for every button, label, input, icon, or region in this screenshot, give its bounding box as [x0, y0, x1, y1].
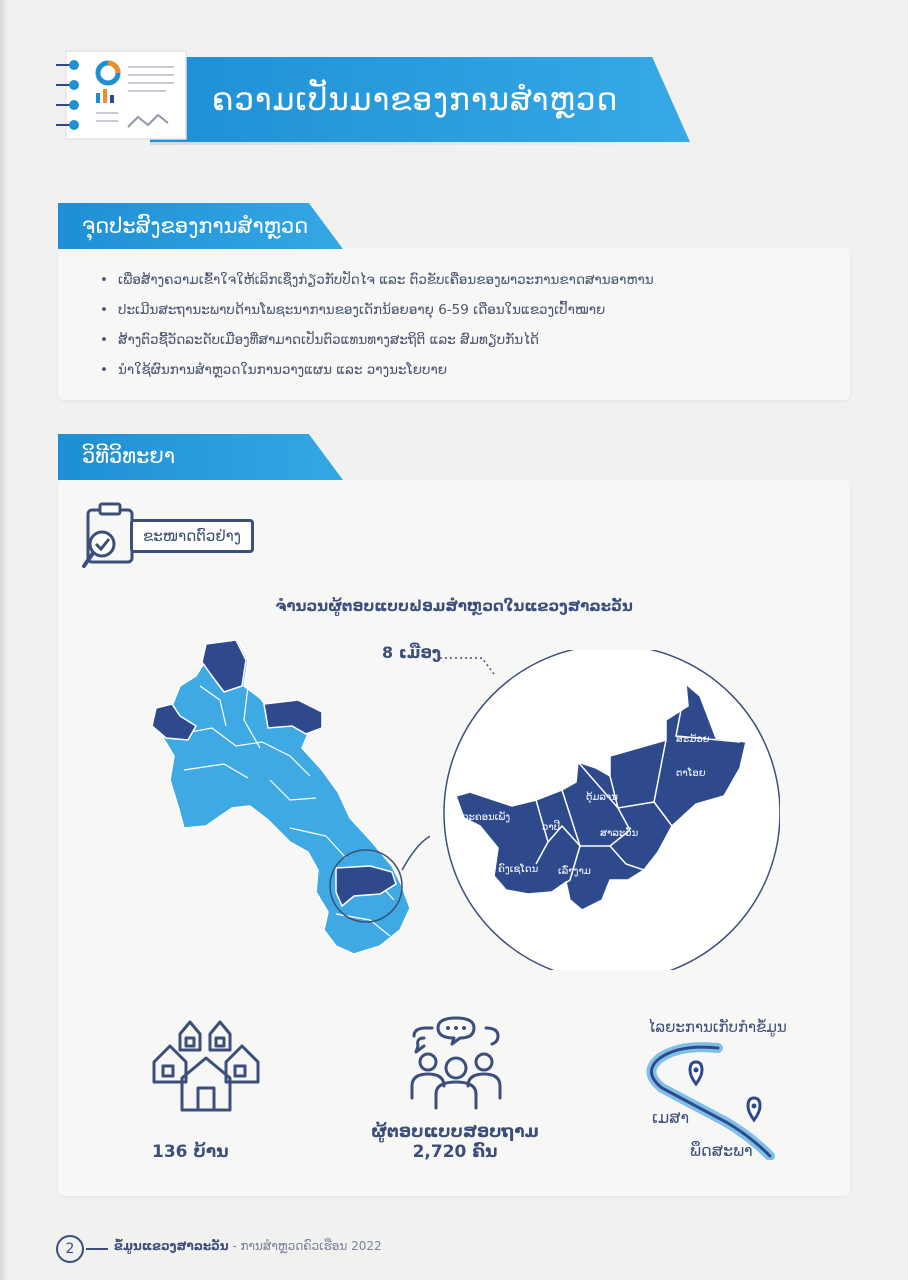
laos-map	[140, 630, 430, 970]
list-item: • ປະເມີນສະຖານະພາບດ້ານໂພຊະນາການຂອງເດັກນ້ອຍອາຍຸ 6-59 ເດືອນໃນແຂວງເປົ້າໝາຍ	[118, 300, 818, 330]
footer-subtitle: - ການສຳຫຼວດຄົວເຮືອນ 2022	[228, 1239, 382, 1253]
district-label-khongxedon: ຄົງເຊໂດນ	[498, 864, 539, 875]
report-document-icon	[56, 45, 190, 145]
footer-title-main: ຂໍ້ມູນແຂວງສາລະວັນ	[114, 1239, 229, 1253]
period-end: ພຶດສະພາ	[690, 1141, 753, 1160]
respondents-group-icon	[408, 1014, 504, 1110]
respondents-label: ຜູ້ຕອບແບບສອບຖາມ	[371, 1122, 539, 1142]
district-label-ta-oy: ຕາໂອຍ	[676, 768, 706, 779]
list-item: • ສ້າງຕົວຊີ້ວັດລະດັບເມືອງທີ່ສາມາດເປັນຕົວແທນທາງສະຖິຕິ ແລະ ສົມທຽບກັນໄດ້	[118, 330, 818, 360]
objectives-list	[118, 270, 818, 390]
district-label-laongam: ເລົ່າງາມ	[558, 866, 591, 877]
page-number: 2	[56, 1235, 84, 1263]
footer-divider	[86, 1248, 108, 1250]
page-edge-shadow	[0, 0, 8, 1280]
district-label-toumlan: ຕຸ້ມລານ	[586, 792, 618, 803]
list-item: • ເພື່ອສ້າງຄວາມເຂົ້າໃຈໃຫ້ເລິກເຊິ່ງກ່ຽວກັບປັດໄຈ ແລະ ຕົວຂັບເຄື່ອນຂອງພາວະການຂາດສານອາຫານ	[118, 270, 818, 300]
villages-count: 136 ບ້ານ	[152, 1142, 229, 1162]
methodology-heading: ວິທີວິທະຍາ	[82, 444, 176, 468]
map-title: ຈຳນວນຜູ້ຕອບແບບຟອມສຳຫຼວດໃນແຂວງສາລະວັນ	[275, 597, 633, 615]
list-item: • ນຳໃຊ້ຜົນການສຳຫຼວດໃນການວາງແຜນ ແລະ ວາງນະໂຍບາຍ	[118, 360, 818, 390]
district-label-salavan: ສາລະວັນ	[600, 828, 639, 839]
respondents-count: 2,720 ຄົນ	[412, 1142, 498, 1162]
objectives-heading: ຈຸດປະສົງຂອງການສຳຫຼວດ	[82, 214, 309, 238]
district-label-samouay: ສະມ້ວຍ	[676, 734, 710, 745]
houses-icon	[150, 1018, 262, 1114]
district-label-lakhonpheng: ລະຄອນເພັງ	[462, 812, 511, 823]
district-label-vapy: ວາປີ	[542, 822, 560, 833]
footer-title	[114, 1239, 382, 1253]
salavan-zoom-map	[440, 650, 780, 970]
period-start: ເມສາ	[652, 1108, 690, 1127]
district-count: 8 ເມືອງ	[382, 643, 442, 662]
sample-size-label: ຂະໜາດຕົວຢ່າງ	[130, 519, 254, 553]
collection-period-label: ໄລຍະການເກັບກຳຂໍ້ມູນ	[648, 1018, 787, 1036]
page-title: ຄວາມເປັນມາຂອງການສຳຫຼວດ	[212, 82, 619, 118]
